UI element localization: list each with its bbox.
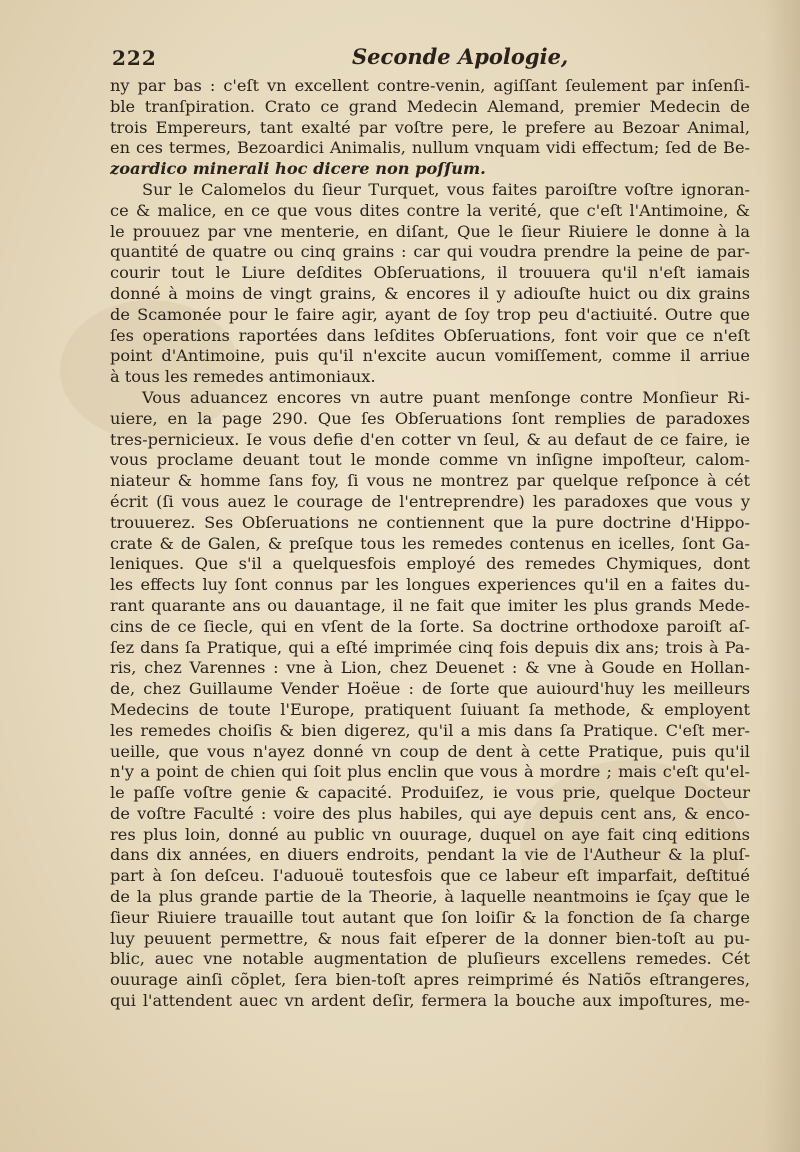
text-line: part à ſon deſceu. I'aduouë toutesfois que ce labeur eſt imparfait, deſtitué [110,866,750,886]
text-line: ce & malice, en ce que vous dites contre la verité, que c'eſt l'Antimoine, & [110,200,750,220]
body-text [110,76,750,1012]
text-line: ouurage ainſi cõplet, ſera bien-toſt apres reimprimé és Natiõs eſtrangeres, [110,970,750,990]
text-line: Vous aduancez encores vn autre puant menſonge contre Monſieur Ri- [142,387,750,407]
text-line: luy peuuent permettre, & nous fait eſperer de la donner bien-toſt au pu- [110,928,750,948]
text-line: Sur le Calomelos du ſieur Turquet, vous faites paroiſtre voſtre ignoran- [142,179,750,199]
text-line: le prouuez par vne menterie, en diſant, Que le ſieur Riuiere le donne à la [110,221,750,241]
text-line: dans dix années, en diuers endroits, pendant la vie de l'Autheur & la pluſ- [110,845,750,865]
text-line: niateur & homme ſans foy, ſi vous ne montrez par quelque reſponce à cét [110,471,750,491]
text-line: de voſtre Faculté : voire des plus habiles, qui aye depuis cent ans, & enco- [110,803,750,823]
text-line: ris, chez Varennes : vne à Lion, chez Deuenet : & vne à Goude en Hollan- [110,658,750,678]
text-line: en ces termes, Bezoardici Animalis, nullum vnquam vidi effectum; ſed de Be- [110,138,750,158]
text-line: les remedes choiſis & bien digerez, qu'il a mis dans ſa Pratique. C'eſt mer- [110,720,750,740]
text-line: quantité de quatre ou cinq grains : car qui voudra prendre la peine de par- [110,242,750,262]
text-line: ueille, que vous n'ayez donné vn coup de dent à cette Pratique, puis qu'il [110,741,750,761]
page-number: 222 [112,46,157,70]
text-line: trouuerez. Ses Obſeruations ne contiennent que la pure doctrine d'Hippo- [110,512,750,532]
text-line: crate & de Galen, & preſque tous les remedes contenus en icelles, ſont Ga- [110,533,750,553]
text-line: de la plus grande partie de la Theorie, à laquelle neantmoins ie ſçay que le [110,887,750,907]
text-line: tres-pernicieux. Ie vous defie d'en cotter vn ſeul, & au defaut de ce faire, ie [110,429,750,449]
text-line: ſieur Riuiere trauaille tout autant que ſon loiſir & la fonction de ſa charge [110,907,750,927]
text-line: n'y a point de chien qui ſoit plus enclin que vous à mordre ; mais c'eſt qu'el- [110,762,750,782]
text-line: zoardico minerali hoc dicere non poſſum. [110,159,486,179]
text-line: qui l'attendent auec vn ardent deſir, fermera la bouche aux impoſtures, me- [110,991,750,1011]
text-line: rant quarante ans ou dauantage, il ne fait que imiter les plus grands Mede- [110,595,750,615]
text-line: trois Empereurs, tant exalté par voſtre pere, le prefere au Bezoar Animal, [110,117,750,137]
text-line: ſes operations raportées dans leſdites Obſeruations, font voir que ce n'eſt [110,325,750,345]
text-line: les effects luy ſont connus par les longues experiences qu'il en a faites du- [110,575,750,595]
page-edge-shadow [764,0,800,1152]
text-line: courir tout le Liure deſdites Obſeruations, il trouuera qu'il n'eſt iamais [110,263,750,283]
text-line: le paſſe voſtre genie & capacité. Produiſez, ie vous prie, quelque Docteur [110,783,750,803]
text-line: cins de ce ſiecle, qui en vſent de la ſorte. Sa doctrine orthodoxe paroiſt aſ- [110,616,750,636]
text-line: blic, auec vne notable augmentation de pluſieurs excellens remedes. Cét [110,949,750,969]
text-line: de Scamonée pour le faire agir, ayant de ſoy trop peu d'actiuité. Outre que [110,304,750,324]
text-line: ble tranſpiration. Crato ce grand Medecin Alemand, premier Medecin de [110,96,750,116]
text-line: donné à moins de vingt grains, & encores il y adiouſte huict ou dix grains [110,283,750,303]
text-line: uiere, en la page 290. Que ſes Obſeruations ſont remplies de paradoxes [110,408,750,428]
text-line: écrit (ſi vous auez le courage de l'entreprendre) les paradoxes que vous y [110,491,750,511]
text-line: ny par bas : c'eſt vn excellent contre-venin, agiſſant ſeulement par inſenſi- [110,76,750,95]
text-line: ſez dans ſa Pratique, qui a eſté imprimée cinq fois depuis dix ans; trois à Pa- [110,637,750,657]
page-header [112,44,732,72]
text-line: Medecins de toute l'Europe, pratiquent ſuiuant ſa methode, & employent [110,699,750,719]
text-line: à tous les remedes antimoniaux. [110,367,376,387]
text-line: de, chez Guillaume Vender Hoëue : de ſorte que auiourd'huy les meilleurs [110,679,750,699]
text-line: vous proclame deuant tout le monde comme vn inſigne impoſteur, calom- [110,450,750,470]
running-title: Seconde Apologie, [352,44,569,69]
text-line: point d'Antimoine, puis qu'il n'excite aucun vomiſſement, comme il arriue [110,346,750,366]
text-line: leniques. Que s'il a quelquesfois employé des remedes Chymiques, dont [110,554,750,574]
text-line: res plus loin, donné au public vn ouurage, duquel on aye fait cinq editions [110,824,750,844]
